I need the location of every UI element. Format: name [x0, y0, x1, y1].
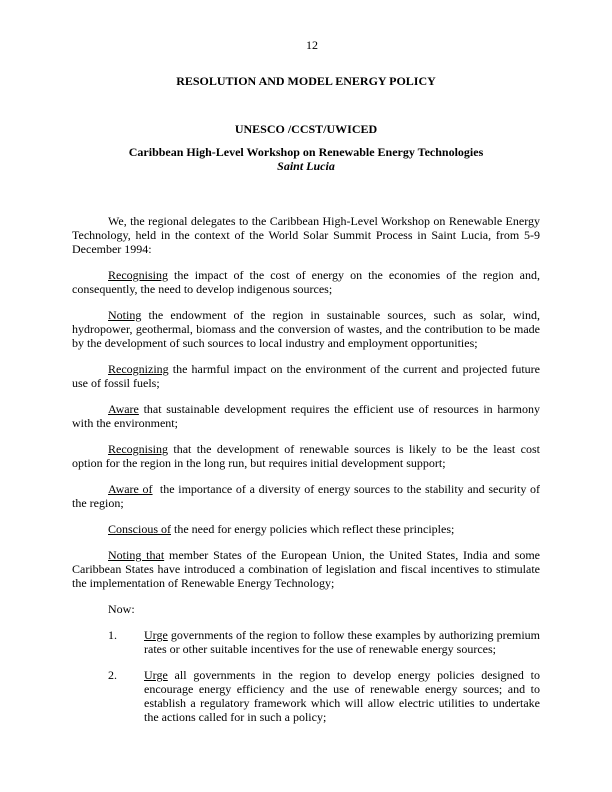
- list-item: [72, 628, 540, 656]
- item-text: governments of the region to follow these examples by authorizing premium rates or other suitable incentives for the use of renewable energy sources;: [144, 628, 540, 656]
- clause-text: the endowment of the region in sustainable sources, such as solar, wind, hydropower, geothermal, biomass and the conversion of wastes, and the contribution to be made by the development of such sources to local industry and employment opportunities;: [72, 308, 540, 350]
- document-page: [72, 38, 544, 724]
- resolution-list: [72, 628, 540, 724]
- clause-lead: Recognising: [108, 268, 168, 282]
- clause-paragraph: [72, 548, 540, 590]
- document-title: RESOLUTION AND MODEL ENERGY POLICY: [176, 74, 436, 88]
- clause-paragraph: [72, 522, 540, 536]
- clause-lead: Recognising: [108, 442, 168, 456]
- clause-lead: Recognizing: [108, 362, 169, 376]
- item-number: 1.: [108, 628, 117, 642]
- item-number: 2.: [108, 668, 117, 682]
- clause-paragraph: [72, 442, 540, 470]
- clause-lead: Aware of: [108, 482, 153, 496]
- clause-text: member States of the European Union, the United States, India and some Caribbean States have introduced a combination of legislation and fiscal incentives to stimulate the implementation of Renewable Energy Technology;: [72, 548, 540, 590]
- clause-text: the importance of a diversity of energy sources to the stability and security of the region;: [72, 482, 544, 510]
- list-item: [72, 668, 540, 724]
- item-lead: Urge: [144, 668, 168, 682]
- clause-text: the impact of the cost of energy on the economies of the region and, consequently, the need to develop indigenous sources;: [72, 268, 540, 296]
- intro-paragraph: We, the regional delegates to the Caribbean High-Level Workshop on Renewable Energy Technology, held in the context of the World Solar Summit Process in Saint Lucia, from 5-9 December 1994:: [72, 214, 540, 256]
- clause-paragraph: [72, 308, 540, 350]
- clause-paragraph: [72, 482, 544, 510]
- location-heading: Saint Lucia: [277, 159, 335, 173]
- item-lead: Urge: [144, 628, 168, 642]
- clause-lead: Noting that: [108, 548, 165, 562]
- clause-text: the harmful impact on the environment of the current and projected future use of fossil fuels;: [72, 362, 540, 390]
- clause-lead: Conscious of: [108, 522, 171, 536]
- clause-text: the need for energy policies which reflect these principles;: [171, 522, 455, 536]
- clause-lead: Noting: [108, 308, 142, 322]
- clause-text: that the development of renewable sources is likely to be the least cost option for the region in the long run, but requires initial development support;: [72, 442, 540, 470]
- clause-paragraph: [72, 268, 540, 296]
- clause-paragraph: [72, 402, 540, 430]
- clause-text: that sustainable development requires the efficient use of resources in harmony with the environment;: [72, 402, 540, 430]
- now-heading: Now:: [108, 602, 135, 616]
- page-number: 12: [306, 38, 318, 52]
- clause-paragraph: [72, 362, 540, 390]
- organizations-heading: UNESCO /CCST/UWICED: [234, 122, 378, 136]
- workshop-heading: Caribbean High-Level Workshop on Renewable Energy Technologies: [128, 145, 484, 159]
- item-text: all governments in the region to develop energy policies designed to encourage energy efficiency and the use of renewable energy sources; and to establish a regulatory framework which will allow electric utilities to undertake the actions called for in such a policy;: [144, 668, 540, 724]
- clause-lead: Aware: [108, 402, 139, 416]
